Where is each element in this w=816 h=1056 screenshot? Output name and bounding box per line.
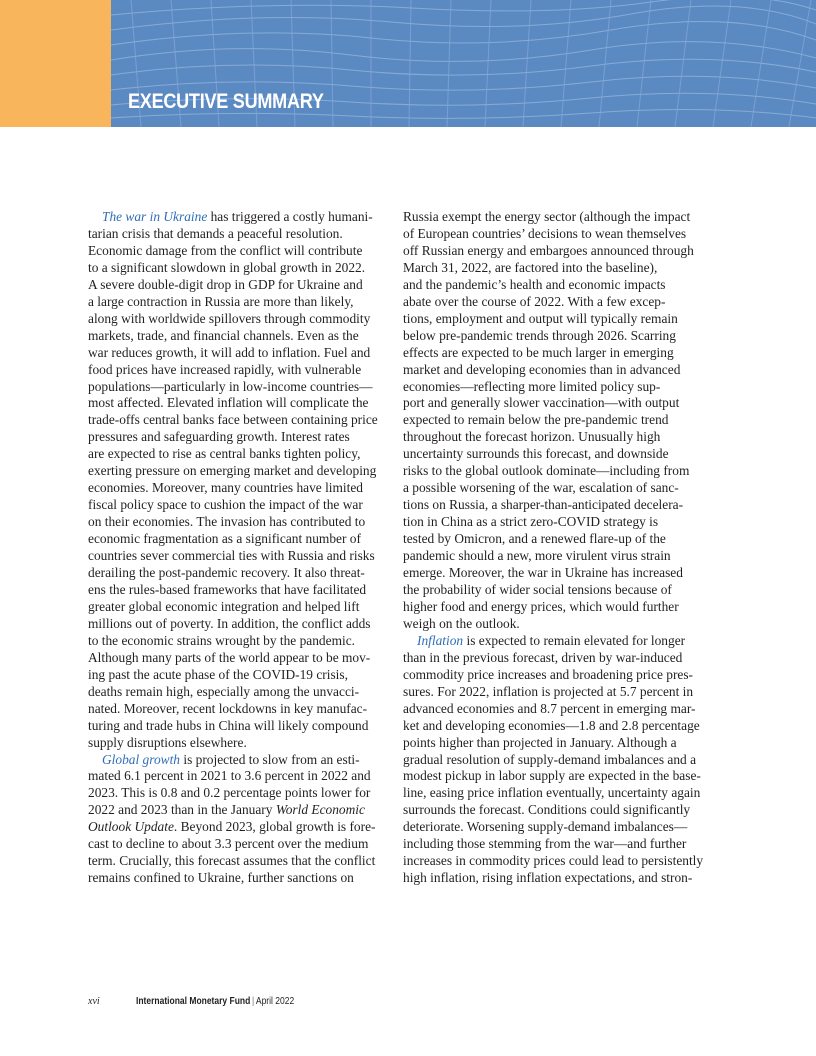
text-line: tions on Russia, a sharper-than-anticipated decelera- <box>403 497 684 513</box>
text-line: tion in China as a strict zero-COVID strategy is <box>403 514 659 530</box>
text-line: greater global economic integration and helped lift <box>88 598 360 614</box>
footer-separator: | <box>251 996 255 1007</box>
text-line: turing and trade hubs in China will likely compound <box>88 717 369 733</box>
text-line: markets, trade, and financial channels. Even as the <box>88 327 359 343</box>
text-line: term. Crucially, this forecast assumes that the conflict <box>88 853 376 869</box>
left-column <box>88 209 378 887</box>
text-line: Outlook Update. Beyond 2023, global growth is fore- <box>88 819 376 835</box>
text-line: off Russian energy and embargoes announced through <box>403 242 694 258</box>
text-line: below pre-pandemic trends through 2026. Scarring <box>403 327 676 343</box>
text-line: tarian crisis that demands a peaceful resolution. <box>88 225 343 241</box>
text-line: economies. Moreover, many countries have limited <box>88 480 364 496</box>
text-line: surrounds the forecast. Conditions could significantly <box>403 802 691 818</box>
text-line: most affected. Elevated inflation will complicate the <box>88 395 369 411</box>
text-line: derailing the post-pandemic recovery. It also threat- <box>88 565 365 581</box>
text-line: economic fragmentation as a significant number of <box>88 531 361 547</box>
text-line: tested by Omicron, and a renewed flare-up of the <box>403 531 666 547</box>
text-line: populations—particularly in low-income countries— <box>88 378 373 394</box>
text-line: 2023. This is 0.8 and 0.2 percentage points lower for <box>88 785 371 801</box>
text-line: including those stemming from the war—and further <box>403 836 687 852</box>
text-line: weigh on the outlook. <box>403 615 520 631</box>
text-line: than in the previous forecast, driven by war-induced <box>403 649 683 665</box>
text-line: line, easing price inflation eventually, uncertainty again <box>403 785 701 801</box>
text-line: throughout the forecast horizon. Unusually high <box>403 429 661 445</box>
text-line: high inflation, rising inflation expectations, and stron- <box>403 870 693 886</box>
text-line: ing past the acute phase of the COVID-19 crisis, <box>88 666 348 682</box>
text-line: remains confined to Ukraine, further sanctions on <box>88 870 354 886</box>
text-line: A severe double-digit drop in GDP for Ukraine and <box>88 276 363 292</box>
text-line: risks to the global outlook dominate—including from <box>403 463 690 479</box>
text-line: advanced economies and 8.7 percent in emerging mar- <box>403 700 696 716</box>
footer-organization: International Monetary Fund <box>136 996 251 1007</box>
text-line: market and developing economies than in advanced <box>403 361 681 377</box>
text-line: a large contraction in Russia are more than likely, <box>88 293 354 309</box>
orange-accent-block <box>0 0 111 127</box>
text-line: nated. Moreover, recent lockdowns in key manufac- <box>88 700 368 716</box>
text-line: deteriorate. Worsening supply-demand imbalances— <box>403 819 688 835</box>
text-line: modest pickup in labor supply are expected in the base- <box>403 768 701 784</box>
text-line: points higher than projected in January. Although a <box>403 734 677 750</box>
text-line: increases in commodity prices could lead to persistently <box>403 853 704 869</box>
text-line: March 31, 2022, are factored into the baseline), <box>403 259 658 275</box>
text-line: the probability of wider social tensions because of <box>403 581 672 597</box>
text-line: countries sever commercial ties with Russia and risks <box>88 548 375 564</box>
text-line: Economic damage from the conflict will contribute <box>88 242 363 258</box>
text-line: expected to remain below the pre-pandemic trend <box>403 412 669 428</box>
text-line: are expected to rise as central banks tighten policy, <box>88 446 361 462</box>
header-banner <box>0 0 816 127</box>
text-line: and the pandemic’s health and economic impacts <box>403 276 666 292</box>
footer-date: April 2022 <box>255 996 295 1007</box>
publication-title: World Economic <box>275 802 365 818</box>
paragraph-war-first-line: The war in Ukraine has triggered a costly humani- <box>102 209 373 224</box>
text-line: higher food and energy prices, which would further <box>403 598 679 614</box>
footer-source <box>136 996 294 1007</box>
text-line: ens the rules-based frameworks that have facilitated <box>88 581 367 597</box>
text-line: deaths remain high, especially among the unvacci- <box>88 683 360 699</box>
right-column <box>403 209 704 887</box>
publication-title: Outlook Update <box>88 819 174 835</box>
text-line: a possible worsening of the war, escalation of sanc- <box>403 480 679 496</box>
text-line: along with worldwide spillovers through commodity <box>88 310 371 326</box>
text-line: trade-offs central banks face between containing price <box>88 412 378 428</box>
text-line: cast to decline to about 3.3 percent over the medium <box>88 836 369 852</box>
text-line: 2022 and 2023 than in the January World Economic <box>88 802 365 818</box>
text-line: ket and developing economies—1.8 and 2.8 percentage <box>403 717 700 733</box>
section-title: EXECUTIVE SUMMARY <box>128 90 324 113</box>
text-line: gradual resolution of supply-demand imbalances and a <box>403 751 697 767</box>
text-line: Although many parts of the world appear to be mov- <box>88 649 371 665</box>
text-line: war reduces growth, it will add to inflation. Fuel and <box>88 344 371 360</box>
text-line: food prices have increased rapidly, with vulnerable <box>88 361 362 377</box>
lead-term-global-growth: Global growth <box>102 751 180 767</box>
text-line: mated 6.1 percent in 2021 to 3.6 percent in 2022 and <box>88 768 371 784</box>
text-line: on their economies. The invasion has contributed to <box>88 514 366 530</box>
text-line: effects are expected to be much larger in emerging <box>403 344 674 360</box>
text-line: pandemic should a new, more virulent virus strain <box>403 548 671 564</box>
text-line: sures. For 2022, inflation is projected at 5.7 percent in <box>403 683 694 699</box>
text-line: supply disruptions elsewhere. <box>88 734 247 750</box>
text-line: uncertainty surrounds this forecast, and downside <box>403 446 669 462</box>
text-line: economies—reflecting more limited policy sup- <box>403 378 661 394</box>
text-line: abate over the course of 2022. With a few excep- <box>403 293 666 309</box>
text-line: tions, employment and output will typically remain <box>403 310 678 326</box>
text-line: to the economic strains wrought by the pandemic. <box>88 632 356 648</box>
page-number: xvi <box>88 996 100 1007</box>
text-line: of European countries’ decisions to wean themselves <box>403 225 687 241</box>
lead-term-war-in-ukraine: The war in Ukraine <box>102 209 208 224</box>
paragraph-inflation-first-line: Inflation is expected to remain elevated for longer <box>417 632 686 648</box>
text-line: commodity price increases and broadening price pres- <box>403 666 694 682</box>
text-line: fiscal policy space to cushion the impact of the war <box>88 497 363 513</box>
text-line: millions out of poverty. In addition, the conflict adds <box>88 615 371 631</box>
text-line: pressures and safeguarding growth. Interest rates <box>88 429 350 445</box>
text-line: port and generally slower vaccination—with output <box>403 395 680 411</box>
paragraph-growth-first-line: Global growth is projected to slow from an esti- <box>102 751 360 767</box>
text-line: to a significant slowdown in global growth in 2022. <box>88 259 366 275</box>
lead-term-inflation: Inflation <box>417 632 464 648</box>
text-line: emerge. Moreover, the war in Ukraine has increased <box>403 565 683 581</box>
text-line: exerting pressure on emerging market and developing <box>88 463 377 479</box>
text-line: Russia exempt the energy sector (although the impact <box>403 209 691 224</box>
